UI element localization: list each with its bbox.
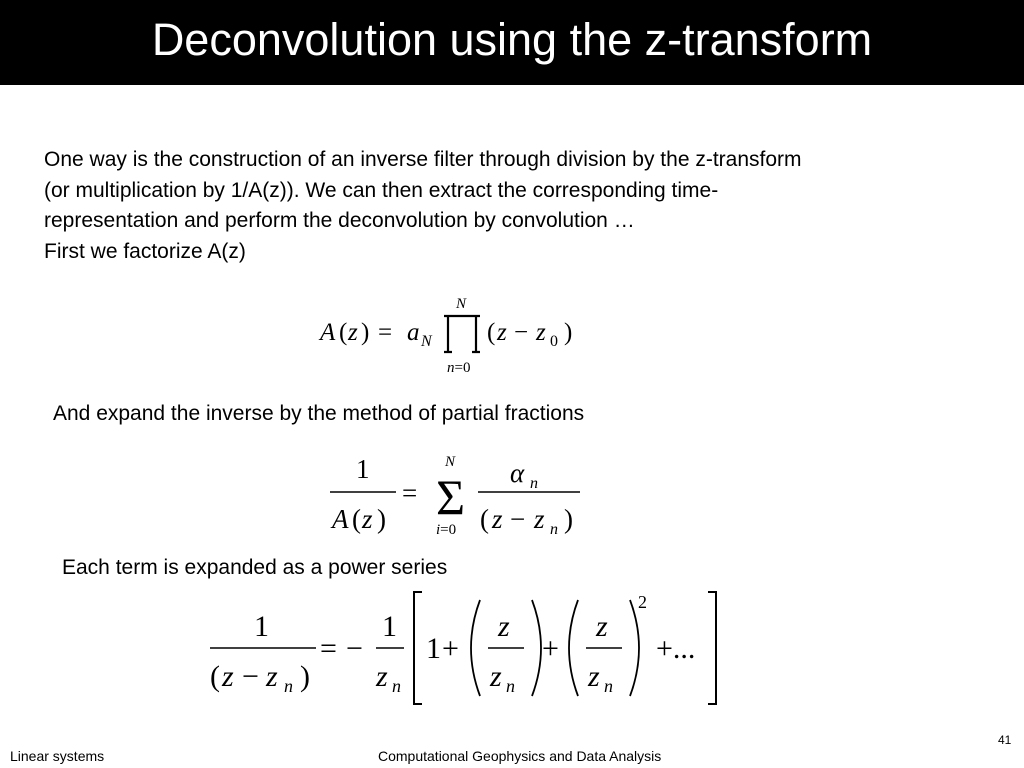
svg-text:(: ( (480, 504, 489, 534)
intro-line-3: representation and perform the deconvolution by convolution … (44, 209, 635, 232)
svg-text:(: ( (210, 660, 220, 693)
svg-text:=: = (320, 632, 337, 665)
svg-text:−: − (510, 504, 526, 534)
svg-text:−: − (242, 660, 259, 693)
svg-text:): ) (564, 504, 573, 534)
intro-line-2: (or multiplication by 1/A(z)). We can then extract the corresponding time- (44, 178, 719, 202)
svg-text:n: n (284, 676, 293, 696)
svg-text:1: 1 (382, 610, 397, 643)
svg-text:i=0: i=0 (436, 522, 457, 538)
svg-text:+: + (442, 632, 459, 665)
svg-text:): ) (300, 660, 310, 693)
svg-text:n: n (392, 676, 401, 696)
svg-text:(: ( (487, 319, 496, 346)
svg-text:=: = (378, 319, 393, 346)
svg-text:z: z (498, 610, 510, 643)
svg-text:+: + (542, 632, 559, 665)
svg-text:(: ( (339, 319, 348, 346)
svg-text:α: α (510, 458, 525, 488)
title-bar (0, 0, 1024, 85)
svg-text:): ) (564, 319, 573, 346)
svg-text:z: z (497, 319, 507, 346)
svg-text:A: A (332, 504, 349, 534)
svg-text:z: z (348, 319, 358, 346)
svg-text:−: − (514, 319, 529, 346)
svg-text:z: z (362, 504, 373, 534)
power-series-equation (200, 588, 730, 713)
svg-text:+...: +... (656, 632, 696, 665)
svg-text:z: z (588, 660, 600, 693)
svg-text:n: n (506, 676, 515, 696)
partial-fractions-caption: And expand the inverse by the method of partial fractions (53, 402, 585, 425)
svg-text:z: z (596, 610, 608, 643)
svg-text:N: N (445, 454, 456, 470)
svg-text:n: n (530, 475, 538, 492)
svg-text:1: 1 (426, 632, 441, 665)
svg-text:−: − (346, 632, 363, 665)
svg-text:n: n (550, 521, 558, 538)
svg-text:z: z (536, 319, 546, 346)
svg-text:z: z (376, 660, 388, 693)
slide-title: Deconvolution using the z-transform (151, 14, 873, 65)
footer-left: Linear systems (10, 748, 105, 764)
footer-center: Computational Geophysics and Data Analysis (378, 748, 662, 764)
svg-text:z: z (222, 660, 234, 693)
svg-text:): ) (377, 504, 386, 534)
power-series-caption: Each term is expanded as a power series (62, 556, 448, 579)
factorization-equation (310, 290, 600, 380)
svg-text:n=0: n=0 (447, 360, 471, 376)
svg-text:N: N (456, 296, 467, 312)
svg-text:n: n (604, 676, 613, 696)
partial-fractions-equation (320, 448, 600, 548)
page-number: 41 (998, 733, 1012, 747)
svg-text:z: z (534, 504, 545, 534)
svg-text:N: N (421, 333, 432, 350)
svg-text:a: a (407, 319, 420, 346)
svg-text:=: = (402, 478, 418, 508)
svg-text:1: 1 (254, 610, 269, 643)
svg-text:A: A (320, 319, 336, 346)
intro-line-1: One way is the construction of an inverse filter through division by the z-transform (44, 148, 802, 171)
svg-text:1: 1 (356, 454, 370, 484)
svg-text:0: 0 (550, 333, 558, 350)
svg-text:(: ( (352, 504, 361, 534)
svg-text:z: z (266, 660, 278, 693)
svg-text:2: 2 (638, 592, 647, 612)
svg-text:Σ: Σ (436, 469, 466, 525)
svg-text:z: z (492, 504, 503, 534)
svg-text:z: z (490, 660, 502, 693)
svg-text:): ) (361, 319, 370, 346)
intro-line-4: First we factorize A(z) (44, 239, 246, 263)
intro-paragraph (44, 145, 994, 267)
